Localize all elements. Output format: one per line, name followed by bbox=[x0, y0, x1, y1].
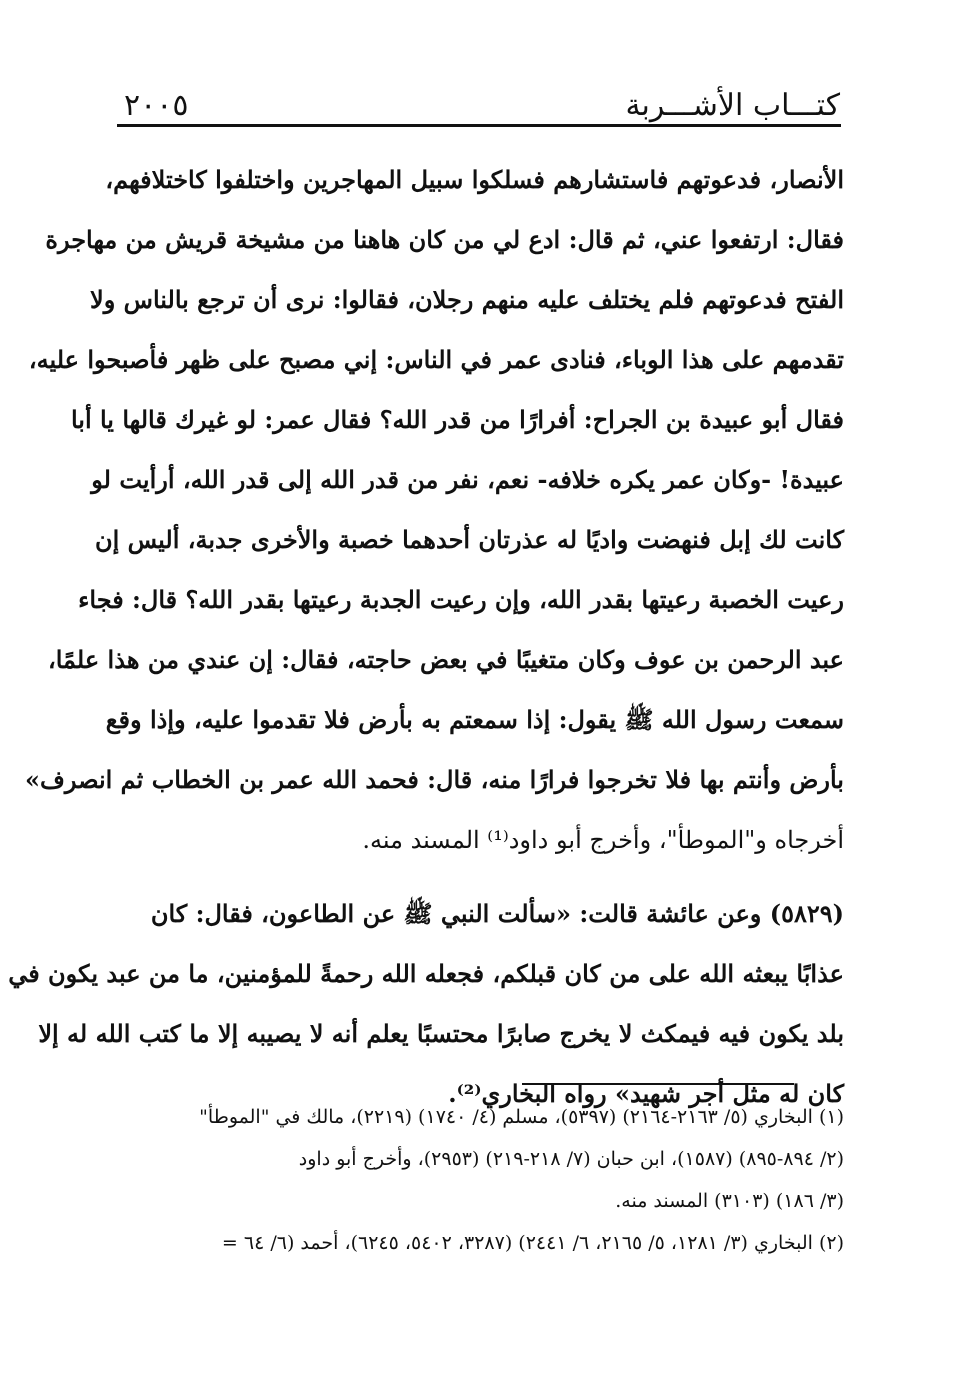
header-divider bbox=[117, 124, 841, 127]
footnote-line: (١) البخاري (٥/ ٢١٦٣-٢١٦٤) (٥٣٩٧)، مسلم (٤/ ١٧٤٠) (٢٢١٩)، مالك في "الموطأ" bbox=[199, 1106, 844, 1128]
text-line: رعيت الخصبة رعيتها بقدر الله، وإن رعيت الجدبة رعيتها بقدر الله؟ قال: فجاء bbox=[78, 585, 844, 614]
text-line: سمعت رسول الله ﷺ يقول: إذا سمعتم به بأرض فلا تقدموا عليه، وإذا وقع bbox=[105, 705, 844, 734]
text-line: أخرجاه و"الموطأ"، وأخرج أبو داود⁽¹⁾ المسند منه. bbox=[362, 826, 844, 854]
text-line: عبد الرحمن بن عوف وكان متغيبًا في بعض حاجته، فقال: إن عندي من هذا علمًا، bbox=[48, 645, 844, 674]
text-line: فقال أبو عبيدة بن الجراح: أفرارًا من قدر الله؟ فقال عمر: لو غيرك قالها يا أبا bbox=[70, 405, 844, 434]
page-header bbox=[118, 88, 840, 128]
text-line: فقال: ارتفعوا عني، ثم قال: ادع لي من كان هاهنا من مشيخة قريش من مهاجرة bbox=[45, 225, 844, 254]
footnote-line: (٣/ ١٨٦) (٣١٠٣) المسند منه. bbox=[615, 1190, 844, 1212]
text-line: الفتح فدعوتهم فلم يختلف عليه منهم رجلان، فقالوا: نرى أن ترجع بالناس ولا bbox=[90, 285, 844, 314]
footnote-line: (٢) البخاري (٣/ ١٢٨١، ٥/ ٢١٦٥، ٦/ ٢٤٤١) (٣٢٨٧، ٥٤٠٢، ٦٢٤٥)، أحمد (٦/ ٦٤ = bbox=[221, 1232, 844, 1254]
text-line: بلد يكون فيه فيمكث لا يخرج صابرًا محتسبًا يعلم أنه لا يصيبه إلا ما كتب الله له إلا bbox=[38, 1019, 844, 1048]
main-text bbox=[8, 150, 844, 1124]
paragraph-continuation bbox=[25, 150, 844, 870]
footnotes bbox=[116, 1096, 844, 1264]
text-line: (٥٨٢٩) وعن عائشة قالت: «سألت النبي ﷺ عن الطاعون، فقال: كان bbox=[150, 899, 844, 928]
footnote-divider bbox=[522, 1083, 794, 1085]
running-title: كتـــاب الأشـــربة bbox=[625, 88, 840, 123]
text-line: كان له مثل أجر شهيد» رواه البخاري⁽²⁾. bbox=[448, 1079, 844, 1108]
text-line: عذابًا يبعثه الله على من كان قبلكم، فجعله الله رحمةً للمؤمنين، ما من عبد يكون في bbox=[8, 959, 844, 988]
footnote-line: (٢/ ٨٩٤-٨٩٥) (١٥٨٧)، ابن حبان (٧/ ٢١٨-٢١٩) (٢٩٥٣)، وأخرج أبو داود bbox=[298, 1148, 844, 1170]
text-line: بأرض وأنتم بها فلا تخرجوا فرارًا منه، قال: فحمد الله عمر بن الخطاب ثم انصرف» bbox=[25, 765, 844, 794]
text-line: كانت لك إبل فنهضت واديًا له عذرتان أحدهما خصبة والأخرى جدبة، أليس إن bbox=[94, 525, 844, 554]
page-number: ٢٠٠٥ bbox=[124, 88, 189, 123]
text-line: تقدمهم على هذا الوباء، فنادى عمر في الناس: إني مصبح على ظهر فأصبحوا عليه، bbox=[28, 345, 844, 374]
text-line: الأنصار، فدعوتهم فاستشارهم فسلكوا سبيل المهاجرين واختلفوا كاختلافهم، bbox=[105, 165, 844, 194]
text-line: عبيدة! -وكان عمر يكره خلافه- نعم، نفر من قدر الله إلى قدر الله، أرأيت لو bbox=[91, 465, 844, 494]
hadith-5829 bbox=[8, 884, 844, 1124]
